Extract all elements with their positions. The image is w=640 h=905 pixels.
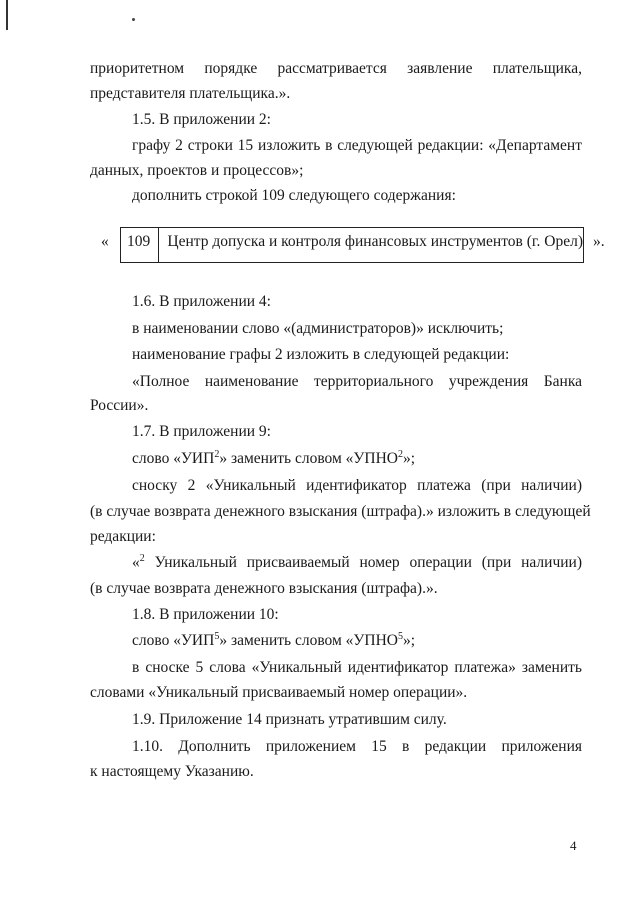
scan-speck (132, 18, 135, 21)
text-line: в сноске 5 слова «Уникальный идентификатор платежа» заменить (132, 659, 582, 676)
text-line: данных, проектов и процессов»; (90, 162, 304, 179)
text-fragment: » заменить словом «УПНО (219, 450, 398, 467)
section-heading: 1.9. Приложение 14 признать утратившим силу. (132, 711, 447, 728)
text-line: редакции: (90, 528, 156, 545)
text-line: «Полное наименование территориального учреждения Банка (132, 373, 582, 390)
text-line: представителя плательщика.». (90, 85, 291, 102)
table-open-quote: « (101, 233, 109, 250)
footnote-mark: 2 (397, 449, 403, 460)
text-line: (в случае возврата денежного взыскания (штрафа).». (90, 580, 438, 597)
footnote-mark: 2 (214, 449, 220, 460)
text-fragment: « (132, 554, 140, 571)
section-heading: 1.8. В приложении 10: (132, 606, 279, 623)
text-line: (в случае возврата денежного взыскания (штрафа).» изложить в следующей (90, 503, 591, 520)
text-line: 1.10. Дополнить приложением 15 в редакции приложения (132, 738, 582, 755)
text-line (132, 631, 582, 651)
text-line: словами «Уникальный присваиваемый номер операции». (90, 684, 468, 701)
table-cell-name: Центр допуска и контроля финансовых инструментов (г. Орел) (167, 233, 583, 250)
text-line: приоритетном порядке рассматривается заявление плательщика, (90, 60, 582, 77)
text-fragment: »; (402, 450, 416, 467)
page-number: 4 (570, 838, 577, 853)
text-line: дополнить строкой 109 следующего содержания: (132, 187, 456, 204)
text-fragment: » заменить словом «УПНО (219, 632, 398, 649)
table-close-quote: ». (593, 233, 605, 250)
section-heading: 1.6. В приложении 4: (132, 293, 271, 310)
footnote-mark: 2 (139, 553, 145, 564)
section-heading: 1.5. В приложении 2: (132, 111, 271, 128)
text-line: к настоящему Указанию. (90, 763, 254, 780)
text-line: сноску 2 «Уникальный идентификатор платежа (при наличии) (132, 477, 582, 494)
text-line: наименование графы 2 изложить в следующей редакции: (132, 346, 510, 363)
text-line: России». (90, 397, 149, 414)
text-line: в наименовании слово «(администраторов)» исключить; (132, 320, 504, 337)
text-line (132, 449, 582, 469)
inserted-table-row (120, 227, 584, 263)
scan-edge-mark (6, 0, 8, 30)
section-heading: 1.7. В приложении 9: (132, 423, 271, 440)
text-fragment: »; (402, 632, 416, 649)
table-cell-number: 109 (121, 228, 159, 262)
footnote-mark: 5 (214, 631, 220, 642)
text-line: графу 2 строки 15 изложить в следующей редакции: «Департамент (132, 137, 582, 154)
footnote-mark: 5 (397, 631, 403, 642)
text-fragment: слово «УИП (132, 450, 215, 467)
text-fragment: Уникальный присваиваемый номер операции (при наличии) (144, 554, 582, 571)
text-line (132, 553, 582, 573)
text-fragment: слово «УИП (132, 632, 215, 649)
